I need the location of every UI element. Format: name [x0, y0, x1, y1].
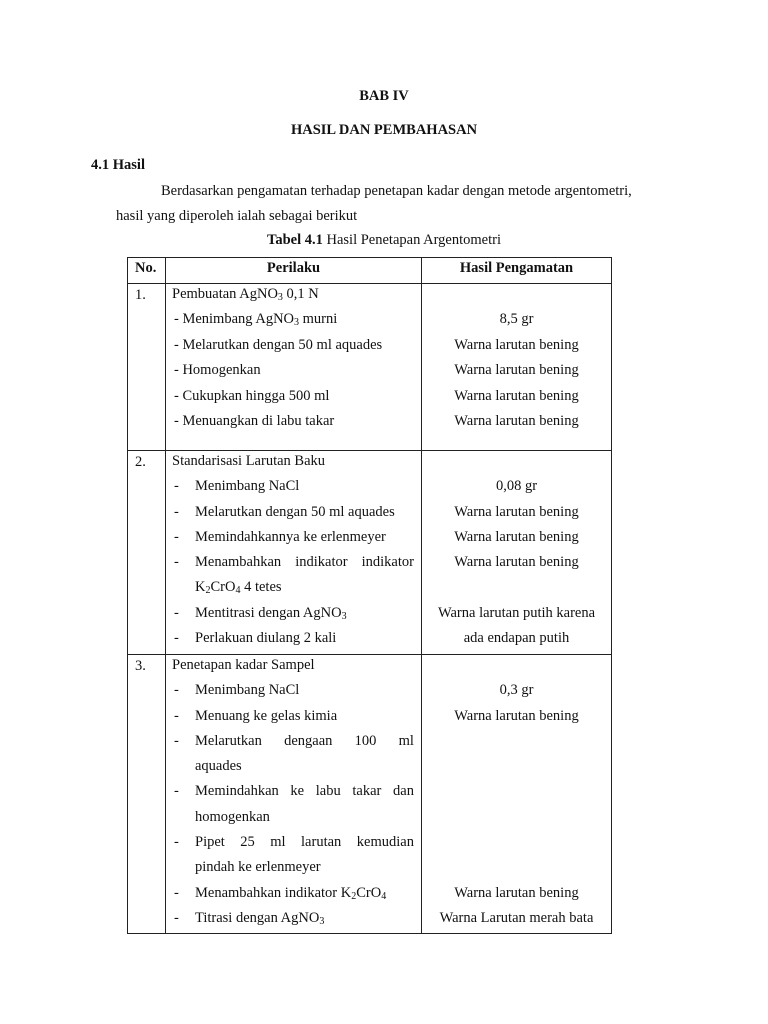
header-perilaku: Perilaku — [166, 258, 422, 284]
row-number — [128, 284, 166, 451]
procedure-step — [172, 908, 414, 933]
procedure-step — [172, 680, 414, 705]
subscript: 3 — [319, 915, 325, 927]
step-text: Memindahkannya ke erlenmeyer — [195, 528, 386, 545]
text: K — [195, 579, 206, 596]
word: Memindahkan — [195, 783, 279, 800]
text: Mentitrasi dengan AgNO — [195, 604, 342, 621]
header-no: No. — [128, 258, 166, 284]
step-text — [195, 883, 414, 908]
procedure-title: Standarisasi Larutan Baku — [172, 453, 326, 469]
procedure-cell — [166, 284, 422, 451]
bullet-dash: - — [174, 834, 179, 851]
word: 100 — [354, 732, 377, 749]
observation: 8,5 gr — [499, 311, 534, 328]
procedure-step-cont — [172, 577, 414, 602]
bullet-dash: - — [174, 783, 179, 800]
text: Pembuatan AgNO — [172, 286, 278, 302]
bullet-spacer — [172, 857, 195, 882]
observation-cell — [422, 451, 612, 655]
row-number — [128, 451, 166, 655]
step-text: Perlakuan diulang 2 kali — [195, 630, 337, 647]
header-hasil: Hasil Pengamatan — [422, 258, 612, 284]
bullet-spacer — [172, 756, 195, 781]
step-text: Menimbang NaCl — [195, 682, 300, 699]
step-text — [195, 781, 414, 806]
procedure-step — [172, 502, 414, 527]
bullet-dash: - — [174, 707, 179, 724]
word: indikator — [361, 554, 414, 571]
observation-blank — [422, 577, 611, 602]
observation: Warna larutan bening — [454, 884, 579, 901]
bullet-dash: - — [174, 884, 179, 901]
bullet-dash: - — [174, 732, 179, 749]
word: Menambahkan — [195, 554, 282, 571]
step-text: Menuang ke gelas kimia — [195, 707, 338, 724]
table-caption — [0, 232, 768, 249]
observation-blank — [422, 731, 611, 756]
procedure-step-cont — [172, 807, 414, 832]
observation-blank — [422, 832, 611, 857]
step-text — [195, 603, 414, 628]
procedure-step — [172, 476, 414, 501]
table-caption-text: Hasil Penetapan Argentometri — [322, 232, 501, 248]
text: - Menimbang AgNO — [174, 311, 295, 328]
procedure-step — [172, 309, 414, 334]
word: dan — [393, 783, 414, 800]
section-heading: 4.1 Hasil — [91, 157, 145, 173]
observation-blank — [422, 756, 611, 781]
step-text — [195, 552, 414, 577]
subscript: 4 — [235, 585, 241, 597]
table-row — [128, 451, 612, 655]
procedure-step: - Cukupkan hingga 500 ml — [174, 387, 330, 404]
paragraph-line-1: Berdasarkan pengamatan terhadap penetapan kadar dengan metode argentometri, — [161, 183, 632, 199]
word: ml — [398, 732, 414, 749]
observation: Warna Larutan merah bata — [439, 909, 594, 926]
word: Melarutkan — [195, 732, 262, 749]
row-number — [128, 655, 166, 934]
chapter-title: HASIL DAN PEMBAHASAN — [290, 122, 478, 138]
step-text: pindah ke erlenmeyer — [195, 859, 321, 876]
text: 4 tetes — [240, 579, 282, 596]
observation: Warna larutan bening — [454, 336, 579, 353]
step-text — [195, 731, 414, 756]
subscript: 4 — [381, 890, 387, 902]
procedure-step: - Homogenkan — [174, 362, 261, 379]
observation: Warna larutan putih karena — [437, 604, 596, 621]
table-row — [128, 284, 612, 451]
observation: 0,3 gr — [499, 682, 534, 699]
observation: 0,08 gr — [495, 478, 538, 495]
paragraph-line-2: hasil yang diperoleh ialah sebagai berikut — [116, 208, 358, 224]
chapter-heading: BAB IV — [359, 88, 409, 104]
observation-blank — [422, 857, 611, 882]
procedure-title — [172, 284, 414, 309]
observation: Warna larutan bening — [454, 387, 579, 404]
table-header-row — [128, 258, 612, 284]
observation: Warna larutan bening — [454, 707, 579, 724]
observation-blank — [422, 284, 611, 309]
observation-cell — [422, 284, 612, 451]
bullet-dash: - — [174, 503, 179, 520]
procedure-cell — [166, 451, 422, 655]
bullet-dash: - — [174, 630, 179, 647]
bullet-dash: - — [174, 682, 179, 699]
word: ml — [270, 834, 286, 851]
procedure-step — [172, 603, 414, 628]
text: Titrasi dengan AgNO — [195, 909, 320, 926]
procedure-step — [172, 883, 414, 908]
observation-blank — [422, 781, 611, 806]
observation-blank — [422, 807, 611, 832]
subscript: 3 — [294, 317, 300, 329]
procedure-step — [172, 731, 414, 756]
row-number-text: 1. — [135, 287, 146, 303]
procedure-title: Penetapan kadar Sampel — [172, 657, 315, 673]
procedure-step-cont — [172, 756, 414, 781]
procedure-cell — [166, 655, 422, 934]
text: CrO — [356, 884, 382, 901]
procedure-step — [172, 628, 414, 653]
text: murni — [299, 311, 338, 328]
observation: Warna larutan bening — [454, 528, 579, 545]
observation-cell — [422, 655, 612, 934]
bullet-dash: - — [174, 528, 179, 545]
procedure-step: - Melarutkan dengan 50 ml aquades — [174, 336, 383, 353]
table-caption-label: Tabel 4.1 — [267, 232, 323, 248]
subscript: 3 — [277, 292, 283, 303]
text: Menambahkan indikator K — [195, 884, 352, 901]
procedure-step — [172, 552, 414, 577]
step-text — [195, 577, 414, 602]
observation: Warna larutan bening — [454, 412, 579, 429]
bullet-dash: - — [174, 604, 179, 621]
procedure-step-cont — [172, 857, 414, 882]
text: CrO — [210, 579, 236, 596]
word: larutan — [301, 834, 342, 851]
bullet-dash: - — [174, 478, 179, 495]
procedure-step — [172, 832, 414, 857]
word: 25 — [240, 834, 255, 851]
text: 0,1 N — [282, 286, 319, 302]
step-text: aquades — [195, 758, 242, 775]
subscript: 3 — [341, 610, 347, 622]
subscript: 2 — [205, 585, 211, 597]
word: labu — [315, 783, 341, 800]
word: dengaan — [284, 732, 333, 749]
observation-blank — [422, 451, 611, 476]
step-text: homogenkan — [195, 808, 270, 825]
word: Pipet — [195, 834, 225, 851]
bullet-dash: - — [174, 554, 179, 571]
bullet-spacer — [172, 577, 195, 602]
row-number-text: 2. — [135, 454, 146, 470]
word: kemudian — [356, 834, 414, 851]
step-text: Menimbang NaCl — [195, 478, 300, 495]
observation-blank — [422, 655, 611, 680]
procedure-step — [172, 706, 414, 731]
procedure-step — [172, 781, 414, 806]
word: indikator — [295, 554, 348, 571]
bullet-spacer — [172, 807, 195, 832]
step-text — [195, 832, 414, 857]
step-text: Melarutkan dengan 50 ml aquades — [195, 503, 395, 520]
word: ke — [290, 783, 305, 800]
subscript: 2 — [351, 890, 357, 902]
observation: Warna larutan bening — [454, 554, 579, 571]
observation: ada endapan putih — [463, 630, 570, 647]
observation: Warna larutan bening — [454, 362, 579, 379]
word: takar — [352, 783, 382, 800]
results-table — [127, 257, 612, 934]
step-text — [195, 908, 414, 933]
procedure-step: - Menuangkan di labu takar — [174, 412, 335, 429]
bullet-dash: - — [174, 909, 179, 926]
observation: Warna larutan bening — [454, 503, 579, 520]
procedure-step — [172, 527, 414, 552]
row-number-text: 3. — [135, 658, 146, 674]
table-row — [128, 655, 612, 934]
